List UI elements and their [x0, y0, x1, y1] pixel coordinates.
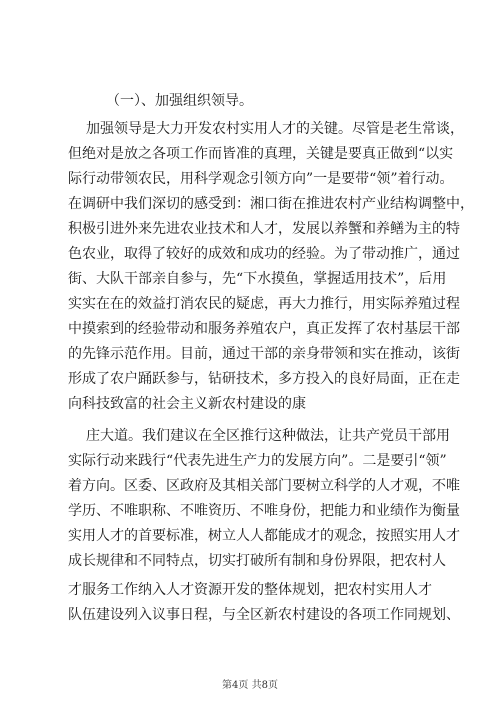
paragraph-line: 但绝对是放之各项工作而皆准的真理，关键是要真正做到“以实 [68, 146, 454, 162]
paragraph-line: 庄大道。我们建议在全区推行这种做法，让共产党员干部用 [86, 428, 450, 444]
paragraph-line: 在调研中我们深切的感受到：湘口街在推进农村产业结构调整中， [68, 196, 474, 212]
paragraph-line: 形成了农户踊跃参与，钻研技术，多方投入的良好局面，正在走 [68, 371, 460, 387]
paragraph-line: 学历、不唯职称、不唯资历、不唯身份，把能力和业绩作为衡量 [68, 503, 460, 519]
paragraph-line: 实际行动来践行“代表先进生产力的发展方向”。二是要引“领” [68, 453, 447, 469]
paragraph-line: 向科技致富的社会主义新农村建设的康 [68, 396, 306, 412]
paragraph-line: 加强领导是大力开发农村实用人才的关键。尽管是老生常谈， [86, 121, 464, 137]
paragraph-line: 实实在在的效益打消农民的疑虑，再大力推行，用实际养殖过程 [68, 296, 460, 312]
paragraph-line: 着方向。区委、区政府及其相关部门要树立科学的人才观，不唯 [68, 478, 460, 494]
paragraph-line: 实用人才的首要标准，树立人人都能成才的观念，按照实用人才 [68, 528, 460, 544]
paragraph-line: 成长规律和不同特点，切实打破所有制和身份界限，把农村人 [68, 553, 446, 569]
section-heading: （一）、加强组织领导。 [106, 93, 253, 109]
paragraph-line: 街、大队干部亲自参与，先“下水摸鱼，掌握适用技术”，后用 [68, 271, 447, 287]
page-number-footer: 第4页 共8页 [222, 680, 278, 691]
paragraph-line: 积极引进外来先进农业技术和人才，发展以养蟹和养鳝为主的特 [68, 221, 460, 237]
paragraph-line: 色农业，取得了较好的成效和成功的经验。为了带动推广，通过 [68, 246, 460, 262]
paragraph-line: 队伍建设列入议事日程，与全区新农村建设的各项工作同规划、 [68, 607, 460, 623]
paragraph-line: 际行动带领农民，用科学观念引领方向”一是要带“领”着行动。 [68, 171, 454, 187]
paragraph-line: 才服务工作纳入人才资源开发的整体规划，把农村实用人才 [68, 582, 432, 598]
paragraph-line: 中摸索到的经验带动和服务养殖农户，真正发挥了农村基层干部 [68, 321, 460, 337]
paragraph-line: 的先锋示范作用。目前，通过干部的亲身带领和实在推动，该街 [68, 346, 460, 362]
